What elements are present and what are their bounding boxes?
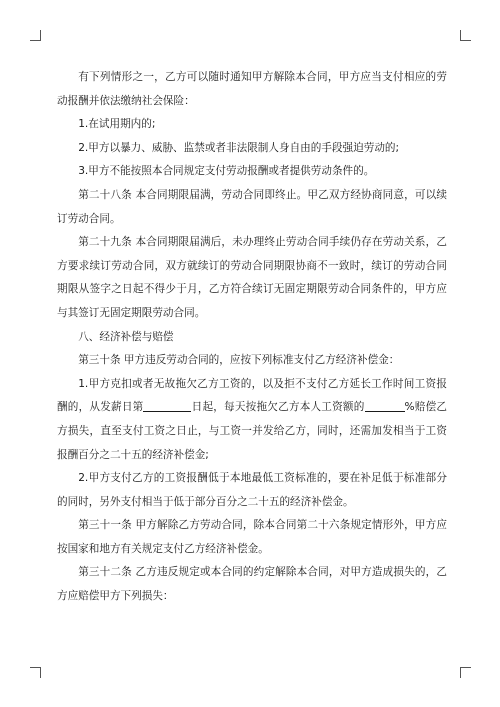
- blank-day-field[interactable]: [143, 399, 191, 412]
- paragraph-comp-item-1: [57, 373, 447, 467]
- paragraph-item-3: 3.甲方不能按照本合同规定支付劳动报酬或者提供劳动条件的。: [78, 165, 375, 178]
- paragraph-item-1: 1.在试用期内的;: [78, 118, 156, 131]
- crop-mark-bottom-right: [460, 667, 471, 678]
- paragraph-termination-conditions: 有下列情形之一，乙方可以随时通知甲方解除本合同，甲方应当支付相应的劳动报酬并依法缴纳社会保险：: [57, 71, 447, 107]
- document-body: [57, 66, 447, 609]
- crop-mark-top-left: [30, 30, 41, 41]
- paragraph-article-32: 第三十二条 乙方违反规定或本合同的约定解除本合同，对甲方造成损失的，乙方应赔偿甲方下列损失：: [57, 566, 447, 603]
- paragraph-article-30: 第三十条 甲方违反劳动合同的，应按下列标准支付乙方经济补偿金：: [78, 354, 400, 367]
- paragraph-article-28: 第二十八条 本合同期限届满，劳动合同即终止。甲乙双方经协商同意，可以续订劳动合同。: [57, 188, 447, 225]
- crop-mark-top-right: [460, 30, 471, 41]
- paragraph-article-29: 第二十九条 本合同期限届满后，未办理终止劳动合同手续仍存在劳动关系，乙方要求续订劳动合同，双方就续订的劳动合同期限协商不一致时，续订的劳动合同期限从签字之日起不得少于月，乙方符合续订无固定期限劳动合同条件的，甲方应与其签订无固定期限劳动合同。: [57, 236, 447, 319]
- section-heading-compensation: 八、经济补偿与赔偿: [78, 330, 174, 343]
- blank-percent-field[interactable]: [365, 399, 405, 412]
- comp-text-part1: 1.甲方克扣或者无故拖欠乙方工资的，以及拒不支付乙方延长工作时间工资报酬的，从发薪日第: [57, 377, 447, 414]
- paragraph-article-31: 第三十一条 甲方解除乙方劳动合同，除本合同第二十六条规定情形外，甲方应按国家和地方有关规定支付乙方经济补偿金。: [57, 519, 447, 555]
- crop-mark-bottom-left: [30, 667, 41, 678]
- comp-text-part3: %赔偿乙方损失，直至支付工资之日止，与工资一并发给乙方，同时，还需加发相当于工资报酬百分之二十五的经济补偿金;: [57, 401, 447, 461]
- paragraph-comp-item-2: 2.甲方支付乙方的工资报酬低于本地最低工资标准的，要在补足低于标准部分的同时，另外支付相当于低于部分百分之二十五的经济补偿金。: [57, 472, 447, 508]
- paragraph-item-2: 2.甲方以暴力、威胁、监禁或者非法限制人身自由的手段强迫劳动的;: [78, 141, 400, 154]
- comp-text-part2: 日起，每天按拖欠乙方本人工资额的: [191, 401, 365, 414]
